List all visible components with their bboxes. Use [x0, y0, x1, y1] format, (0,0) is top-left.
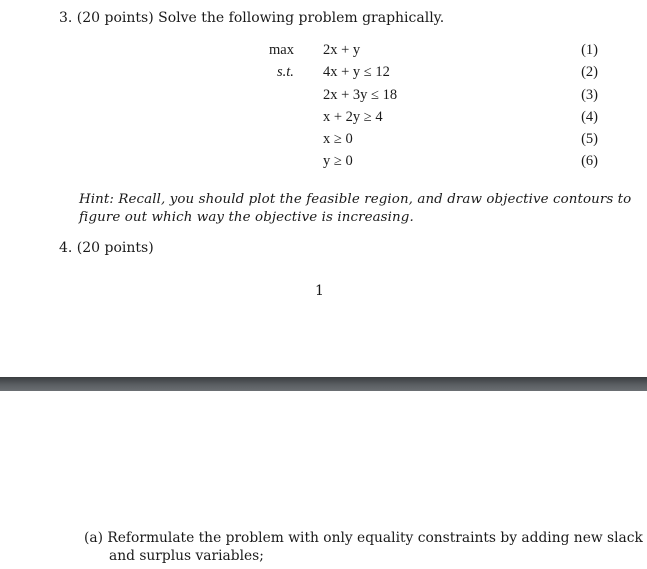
hint-text-line-1: Hint: Recall, you should plot the feasible region, and draw objective contours to — [79, 192, 632, 207]
hint-text-line-2: figure out which way the objective is increasing. — [79, 210, 414, 225]
lp-row-expression: 2x + 3y ≤ 18 — [323, 87, 398, 103]
part-a-line-2: and surplus variables; — [109, 548, 264, 564]
lp-row-expression: x + 2y ≥ 4 — [323, 109, 383, 125]
page-number: 1 — [315, 283, 324, 299]
equation-number: (5) — [581, 131, 598, 147]
lp-row-expression: 2x + y — [323, 42, 361, 58]
equation-number: (3) — [581, 87, 598, 103]
part-a-line-1: (a) Reformulate the problem with only equality constraints by adding new slack — [84, 530, 643, 546]
problem-4-header: 4. (20 points) — [59, 240, 154, 256]
lp-row-expression: y ≥ 0 — [323, 153, 353, 169]
equation-number: (4) — [581, 109, 598, 125]
equation-number: (6) — [581, 153, 598, 169]
equation-number: (1) — [581, 42, 598, 58]
equation-number: (2) — [581, 64, 598, 80]
objective-keyword: max — [269, 42, 294, 58]
problem-3-header: 3. (20 points) Solve the following problem graphically. — [59, 10, 445, 26]
lp-row-expression: x ≥ 0 — [323, 131, 353, 147]
lp-row-expression: 4x + y ≤ 12 — [323, 64, 390, 80]
page-separator — [0, 377, 647, 391]
subject-to-keyword: s.t. — [277, 64, 294, 80]
